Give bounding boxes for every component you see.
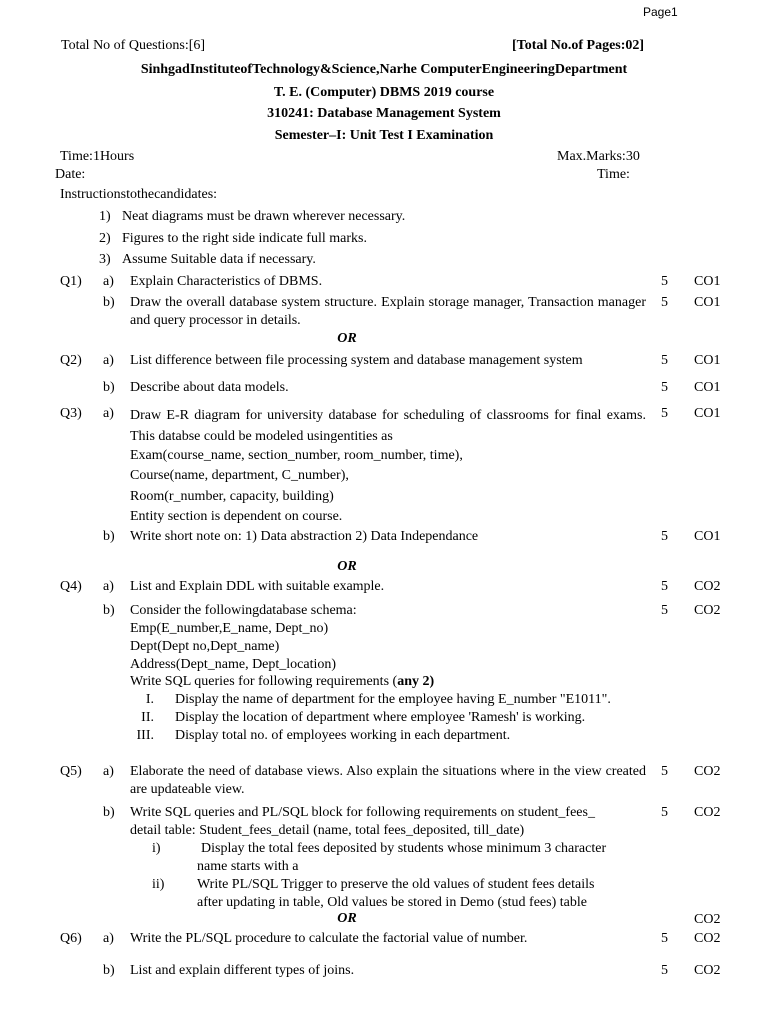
marks: 5 [661, 764, 668, 779]
course-outcome: CO2 [694, 764, 721, 779]
course-outcome: CO1 [694, 529, 721, 544]
instruction-text: Assume Suitable data if necessary. [122, 252, 316, 267]
exam-title: Semester–I: Unit Test I Examination [274, 128, 494, 143]
sub-num: I. [145, 692, 154, 707]
part-label: b) [103, 529, 115, 544]
sub-text: after updating in table, Old values be stored in Demo (stud fees) table [197, 895, 587, 910]
course-outcome: CO1 [694, 295, 721, 310]
instruction-text: Neat diagrams must be drawn wherever necessary. [122, 209, 406, 224]
entity-line: Course(name, department, C_number), [130, 468, 349, 483]
question-text: Draw E-R diagram for university database for scheduling of classrooms for final exams. This databse could be modeled usingentities as [130, 408, 646, 444]
requirements-line: Write SQL queries for following requirements (any 2) [130, 674, 435, 689]
course-outcome: CO1 [694, 380, 721, 395]
marks: 5 [661, 963, 668, 978]
course-outcome: CO1 [694, 274, 721, 289]
part-label: a) [103, 579, 114, 594]
total-questions: Total No of Questions:[6] [61, 38, 206, 53]
part-label: b) [103, 295, 115, 310]
sub-text: name starts with a [197, 859, 299, 874]
course-outcome: CO1 [694, 353, 721, 368]
sub-num: III. [136, 728, 154, 743]
question-label: Q5) [60, 764, 82, 779]
course-outcome: CO2 [694, 963, 721, 978]
exam-date: Date: [55, 167, 86, 182]
instruction-num: 1) [99, 209, 111, 224]
part-label: a) [103, 931, 114, 946]
sub-num: i) [152, 841, 161, 856]
part-label: a) [103, 406, 114, 421]
exam-time: Time:1Hours [60, 149, 135, 164]
course-title: T. E. (Computer) DBMS 2019 course [273, 85, 495, 100]
part-label: b) [103, 380, 115, 395]
question-label: Q3) [60, 406, 82, 421]
sub-text: Display the name of department for the employee having E_number "E1011". [175, 692, 611, 707]
marks: 5 [661, 805, 668, 820]
question-text: Explain Characteristics of DBMS. [130, 274, 323, 289]
page-label: Page1 [643, 5, 678, 19]
part-label: a) [103, 764, 114, 779]
marks: 5 [661, 406, 668, 421]
schema-line: Address(Dept_name, Dept_location) [130, 657, 337, 672]
marks: 5 [661, 579, 668, 594]
part-label: b) [103, 603, 115, 618]
sub-num: II. [141, 710, 154, 725]
question-text: Describe about data models. [130, 380, 289, 395]
question-text: Draw the overall database system structure. Explain storage manager, Transaction manager and query processor in details. [130, 295, 646, 328]
question-text: List and Explain DDL with suitable example. [130, 579, 385, 594]
instructions-title: Instructionstothecandidates: [60, 187, 218, 202]
marks: 5 [661, 274, 668, 289]
question-text: detail table: Student_fees_detail (name, total fees_deposited, till_date) [130, 823, 525, 838]
requirements-emphasis: any 2) [397, 674, 435, 689]
sub-text: Display the location of department where employee 'Ramesh' is working. [175, 710, 586, 725]
instruction-text: Figures to the right side indicate full marks. [122, 231, 367, 246]
entity-line: Entity section is dependent on course. [130, 509, 343, 524]
question-text: Write SQL queries and PL/SQL block for following requirements on student_fees_ [130, 805, 595, 820]
marks: 5 [661, 603, 668, 618]
sub-text: Write PL/SQL Trigger to preserve the old values of student fees details [197, 877, 595, 892]
course-outcome: CO2 [694, 912, 721, 927]
entity-line: Exam(course_name, section_number, room_number, time), [130, 448, 463, 463]
question-text: Consider the followingdatabase schema: [130, 603, 357, 618]
marks: 5 [661, 529, 668, 544]
question-text: Write short note on: 1) Data abstraction 2) Data Independance [130, 529, 479, 544]
or-separator: OR [337, 911, 357, 926]
question-text: List and explain different types of joins. [130, 963, 355, 978]
question-text: Elaborate the need of database views. Also explain the situations where in the view created are updateable view. [130, 764, 646, 797]
total-pages: [Total No.of Pages:02] [512, 38, 645, 53]
question-text: List difference between file processing system and database management system [130, 353, 583, 368]
question-label: Q2) [60, 353, 82, 368]
part-label: a) [103, 274, 114, 289]
institute-name: SinhgadInstituteofTechnology&Science,Narhe ComputerEngineeringDepartment [140, 62, 628, 77]
question-label: Q4) [60, 579, 82, 594]
question-text: Write the PL/SQL procedure to calculate the factorial value of number. [130, 931, 528, 946]
question-label: Q1) [60, 274, 82, 289]
marks: 5 [661, 380, 668, 395]
schema-line: Emp(E_number,E_name, Dept_no) [130, 621, 329, 636]
marks: 5 [661, 353, 668, 368]
course-outcome: CO2 [694, 579, 721, 594]
max-marks: Max.Marks:30 [557, 149, 640, 164]
part-label: a) [103, 353, 114, 368]
or-separator: OR [337, 559, 357, 574]
question-label: Q6) [60, 931, 82, 946]
part-label: b) [103, 805, 115, 820]
course-outcome: CO2 [694, 603, 721, 618]
subject-title: 310241: Database Management System [267, 106, 501, 121]
course-outcome: CO1 [694, 406, 721, 421]
part-label: b) [103, 963, 115, 978]
exam-time-field: Time: [597, 167, 630, 182]
course-outcome: CO2 [694, 805, 721, 820]
instruction-num: 3) [99, 252, 111, 267]
marks: 5 [661, 295, 668, 310]
marks: 5 [661, 931, 668, 946]
sub-num: ii) [152, 877, 165, 892]
course-outcome: CO2 [694, 931, 721, 946]
or-separator: OR [337, 331, 357, 346]
schema-line: Dept(Dept no,Dept_name) [130, 639, 280, 654]
sub-text: Display total no. of employees working in each department. [175, 728, 511, 743]
sub-text: Display the total fees deposited by students whose minimum 3 character [201, 841, 607, 856]
instruction-num: 2) [99, 231, 111, 246]
entity-line: Room(r_number, capacity, building) [130, 489, 334, 504]
